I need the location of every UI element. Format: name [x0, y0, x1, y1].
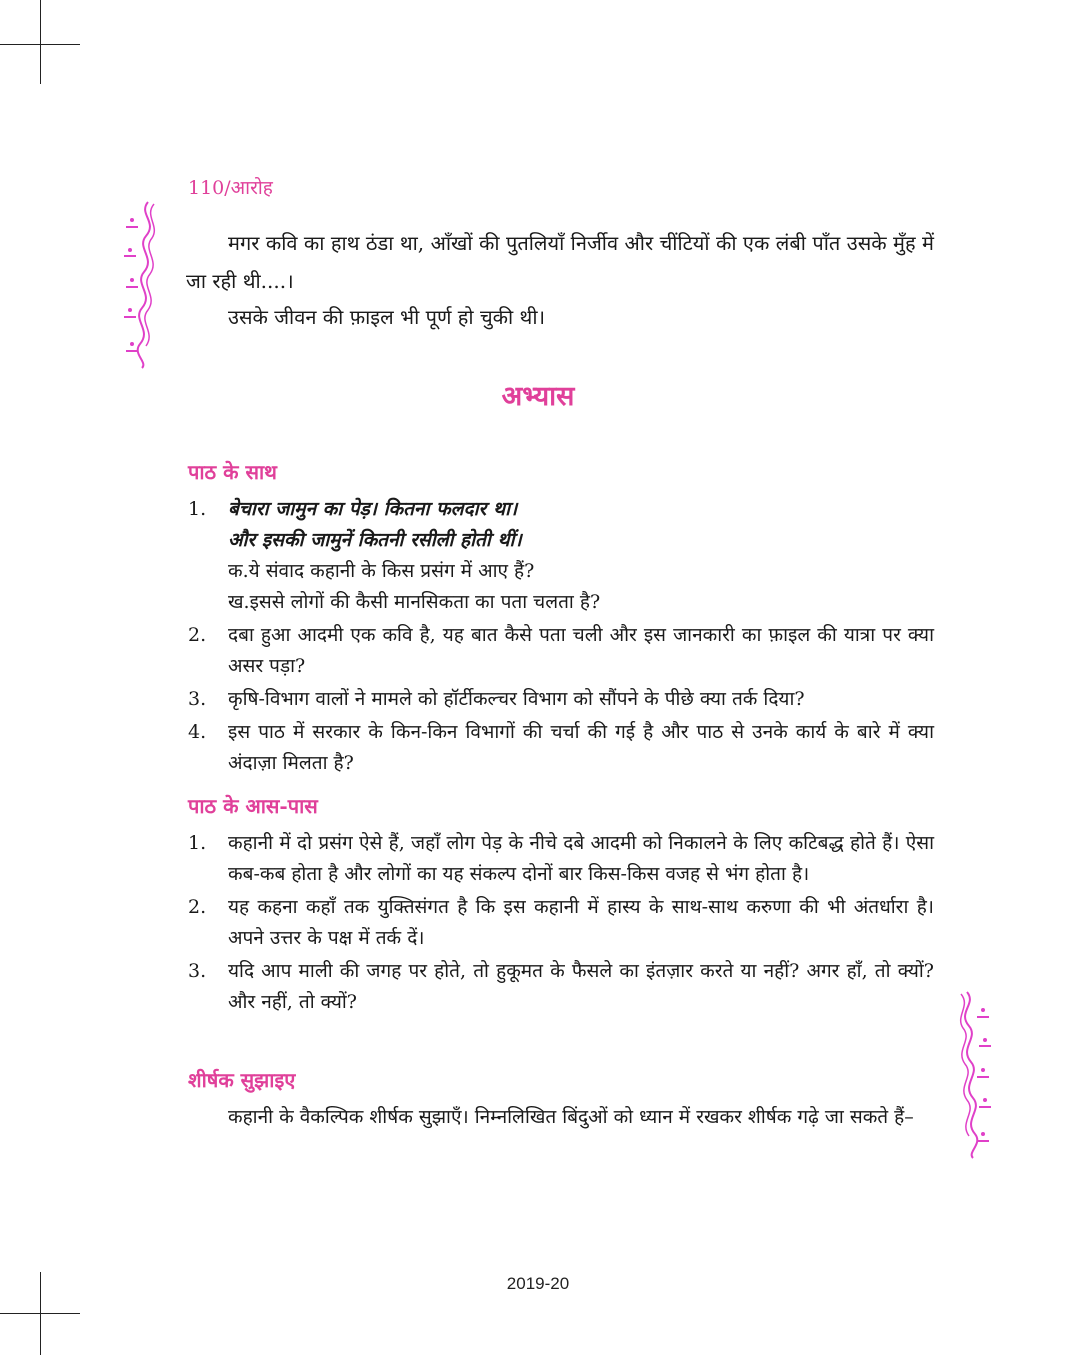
section-heading: पाठ के साथ	[188, 460, 277, 484]
intro-paragraph: उसके जीवन की फ़ाइल भी पूर्ण हो चुकी थी।	[228, 305, 546, 329]
question-text: इस पाठ में सरकार के किन-किन विभागों की चर्चा की गई है और पाठ से उनके कार्य के बारे में क्या अंदाज़ा मिलता है?	[228, 721, 934, 774]
crop-mark	[40, 0, 41, 84]
question-text: यह कहना कहाँ तक युक्तिसंगत है कि इस कहानी में हास्य के साथ-साथ करुणा की भी अंतर्धारा है। अपने उत्तर के पक्ष में तर्क दें।	[228, 896, 934, 949]
question-number: 2.	[188, 624, 207, 646]
list-item	[186, 494, 934, 618]
list-item	[186, 620, 934, 682]
question-number: 3.	[188, 688, 207, 710]
list-item	[186, 684, 934, 715]
sub-question: ख.इससे लोगों की कैसी मानसिकता का पता चलता है?	[228, 591, 601, 613]
question-number: 2.	[188, 896, 207, 918]
question-number: 1.	[188, 832, 207, 854]
list-item	[186, 892, 934, 954]
question-text: कहानी में दो प्रसंग ऐसे हैं, जहाँ लोग पेड़ के नीचे दबे आदमी को निकालने के लिए कटिबद्ध होते हैं। ऐसा कब-कब होता है और लोगों का यह संकल्प दोनों बार किस-किस वजह से भंग होता है।	[228, 832, 934, 885]
question-number: 1.	[188, 498, 207, 520]
decorative-border-left-icon	[120, 200, 160, 370]
sub-question: क.ये संवाद कहानी के किस प्रसंग में आए हैं?	[228, 560, 535, 582]
quoted-line: और इसकी जामुनें कितनी रसीली होती थीं।	[228, 529, 522, 551]
intro-paragraph: मगर कवि का हाथ ठंडा था, आँखों की पुतलियाँ निर्जीव और चींटियों की एक लंबी पाँत उसके मुँह में जा रही थी....।	[186, 231, 934, 293]
question-text: दबा हुआ आदमी एक कवि है, यह बात कैसे पता चली और इस जानकारी का फ़ाइल की यात्रा पर क्या असर पड़ा?	[228, 624, 934, 677]
question-list	[186, 828, 934, 1020]
question-text: यदि आप माली की जगह पर होते, तो हुकूमत के फैसले का इंतज़ार करते या नहीं? अगर हाँ, तो क्यों? और नहीं, तो क्यों?	[228, 960, 934, 1013]
question-list	[186, 494, 934, 781]
question-text: कृषि-विभाग वालों ने मामले को हॉर्टीकल्चर विभाग को सौंपने के पीछे क्या तर्क दिया?	[228, 688, 805, 710]
list-item	[186, 956, 934, 1018]
footer-year: 2019-20	[506, 1274, 570, 1293]
quoted-line: बेचारा जामुन का पेड़। कितना फलदार था।	[228, 498, 518, 520]
list-item	[186, 828, 934, 890]
question-number: 3.	[188, 960, 207, 982]
decorative-border-right-icon	[955, 990, 995, 1160]
exercise-heading: अभ्यास	[501, 381, 575, 412]
page-header: 110/आरोह	[188, 177, 273, 199]
section-heading: शीर्षक सुझाइए	[188, 1068, 296, 1092]
question-number: 4.	[188, 721, 207, 743]
list-item	[186, 717, 934, 779]
section-heading: पाठ के आस-पास	[188, 794, 318, 818]
section-paragraph: कहानी के वैकल्पिक शीर्षक सुझाएँ। निम्नलिखित बिंदुओं को ध्यान में रखकर शीर्षक गढ़े जा सकते हैं–	[228, 1106, 914, 1128]
